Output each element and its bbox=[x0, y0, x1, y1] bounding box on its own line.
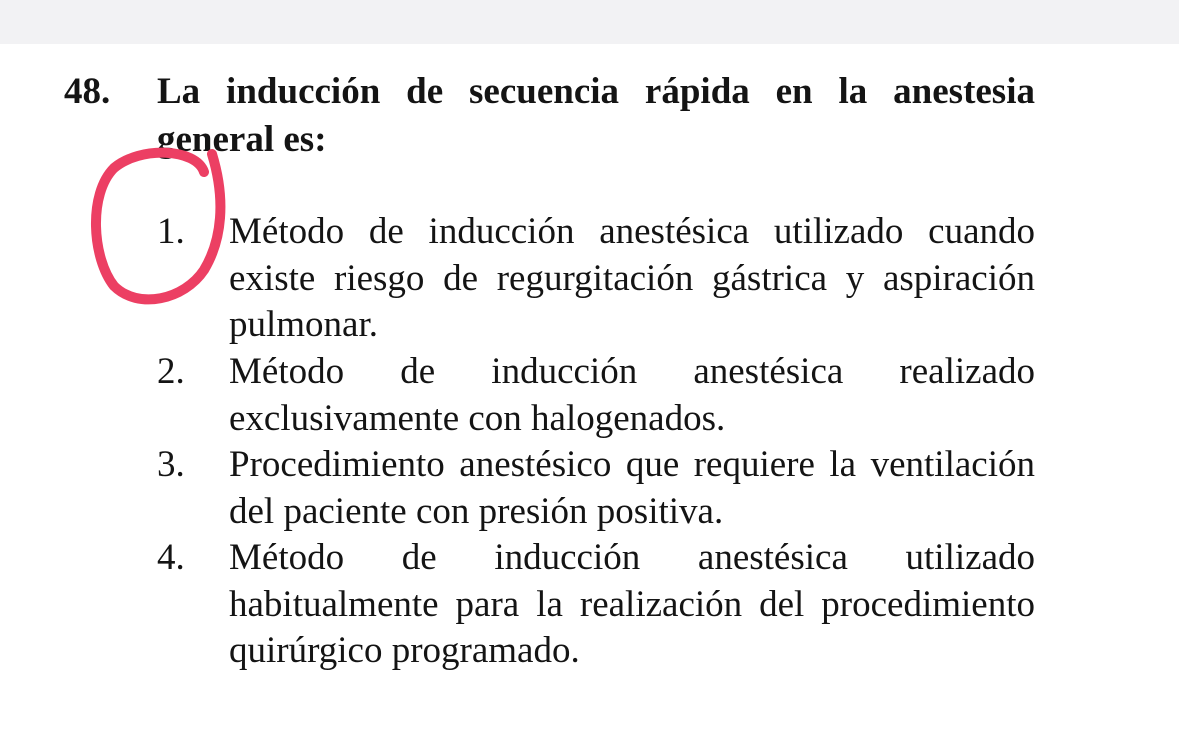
option-number: 4. bbox=[157, 537, 185, 578]
option-number: 3. bbox=[157, 444, 185, 485]
option-number: 2. bbox=[157, 351, 185, 392]
question-stem: La inducción de secuencia rápida en la anestesia general es: bbox=[157, 71, 1035, 160]
option-number: 1. bbox=[157, 211, 185, 252]
option-text: Método de inducción anestésica utilizado cuando existe riesgo de regurgitación gástrica y aspiración pulmonar. bbox=[229, 211, 1035, 345]
option-text: Procedimiento anestésico que requiere la ventilación del paciente con presión positiva. bbox=[229, 444, 1035, 532]
handwritten-circle-mark bbox=[84, 140, 244, 310]
question-number: 48. bbox=[64, 71, 111, 112]
option-text: Método de inducción anestésica realizado exclusivamente con halogenados. bbox=[229, 351, 1035, 439]
option-text: Método de inducción anestésica utilizado habitualmente para la realización del procedimiento quirúrgico programado. bbox=[229, 537, 1035, 671]
